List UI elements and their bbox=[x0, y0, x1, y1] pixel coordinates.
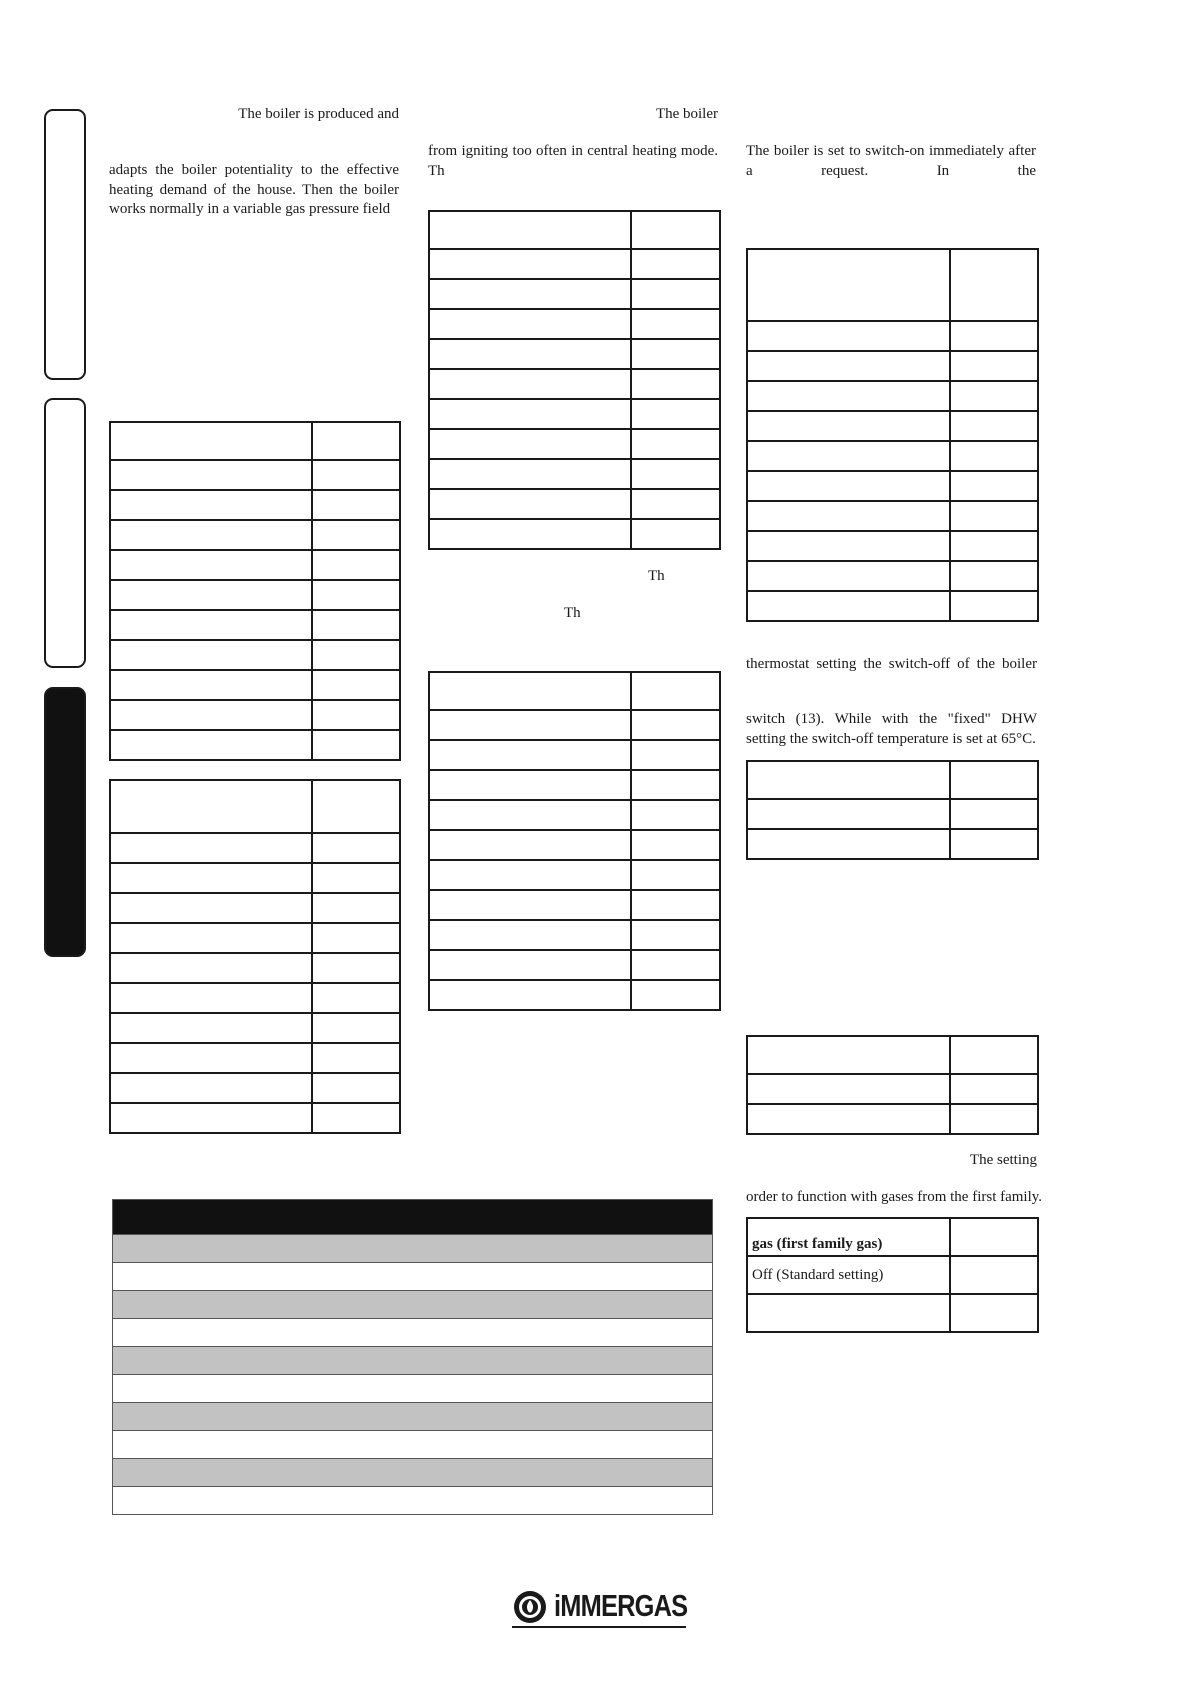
col3-table-a bbox=[746, 248, 1039, 622]
table-row bbox=[113, 1234, 712, 1262]
col3-paragraph-3: switch (13). While with the "fixed" DHW setting the switch-off temperature is set at 65°C. bbox=[746, 711, 1037, 747]
col3-paragraph-1: The boiler is set to switch-on immediately after a request. In the bbox=[746, 143, 1036, 179]
logo-wordmark: iMMERGAS bbox=[554, 1588, 688, 1623]
col3-paragraph-4: The setting bbox=[969, 1152, 1037, 1168]
section-tab-1[interactable] bbox=[44, 109, 86, 380]
section-tab-3-active[interactable] bbox=[44, 687, 86, 957]
flame-circle-icon bbox=[512, 1589, 548, 1625]
table-row bbox=[113, 1486, 712, 1514]
table-row bbox=[113, 1290, 712, 1318]
table-row bbox=[113, 1262, 712, 1290]
gas-setting-table bbox=[746, 1217, 1039, 1333]
gas-table-header: gas (first family gas) bbox=[752, 1236, 883, 1252]
settings-summary-table bbox=[112, 1199, 713, 1515]
col1-table-b bbox=[109, 779, 401, 1134]
col2-paragraph: from igniting too often in central heating mode. Th bbox=[428, 143, 718, 179]
summary-table-header bbox=[113, 1200, 712, 1234]
table-row bbox=[113, 1318, 712, 1346]
col2-line1: The boiler bbox=[655, 106, 718, 122]
col1-line1: The boiler is produced and bbox=[238, 106, 399, 122]
col1-table-a bbox=[109, 421, 401, 761]
col3-table-b bbox=[746, 760, 1039, 860]
col3-paragraph-5: order to function with gases from the first family. bbox=[746, 1189, 1043, 1205]
table-row bbox=[113, 1430, 712, 1458]
gas-table-row1-label: Off (Standard setting) bbox=[752, 1266, 884, 1283]
col2-table-b bbox=[428, 671, 721, 1011]
table-row bbox=[113, 1346, 712, 1374]
col3-paragraph-2: thermostat setting the switch-off of the boiler bbox=[746, 656, 1037, 672]
immergas-logo bbox=[512, 1588, 686, 1632]
col2-fragment-2: Th bbox=[564, 605, 581, 621]
table-row bbox=[113, 1402, 712, 1430]
table-row bbox=[113, 1374, 712, 1402]
col3-table-c bbox=[746, 1035, 1039, 1135]
section-tab-2[interactable] bbox=[44, 398, 86, 668]
col2-fragment-1: Th bbox=[648, 568, 665, 584]
col1-paragraph: adapts the boiler potentiality to the effective heating demand of the house. Then the boiler works normally in a variable gas pressure field bbox=[109, 162, 399, 217]
table-row bbox=[113, 1458, 712, 1486]
col2-table-a bbox=[428, 210, 721, 550]
logo-underline bbox=[512, 1626, 686, 1628]
